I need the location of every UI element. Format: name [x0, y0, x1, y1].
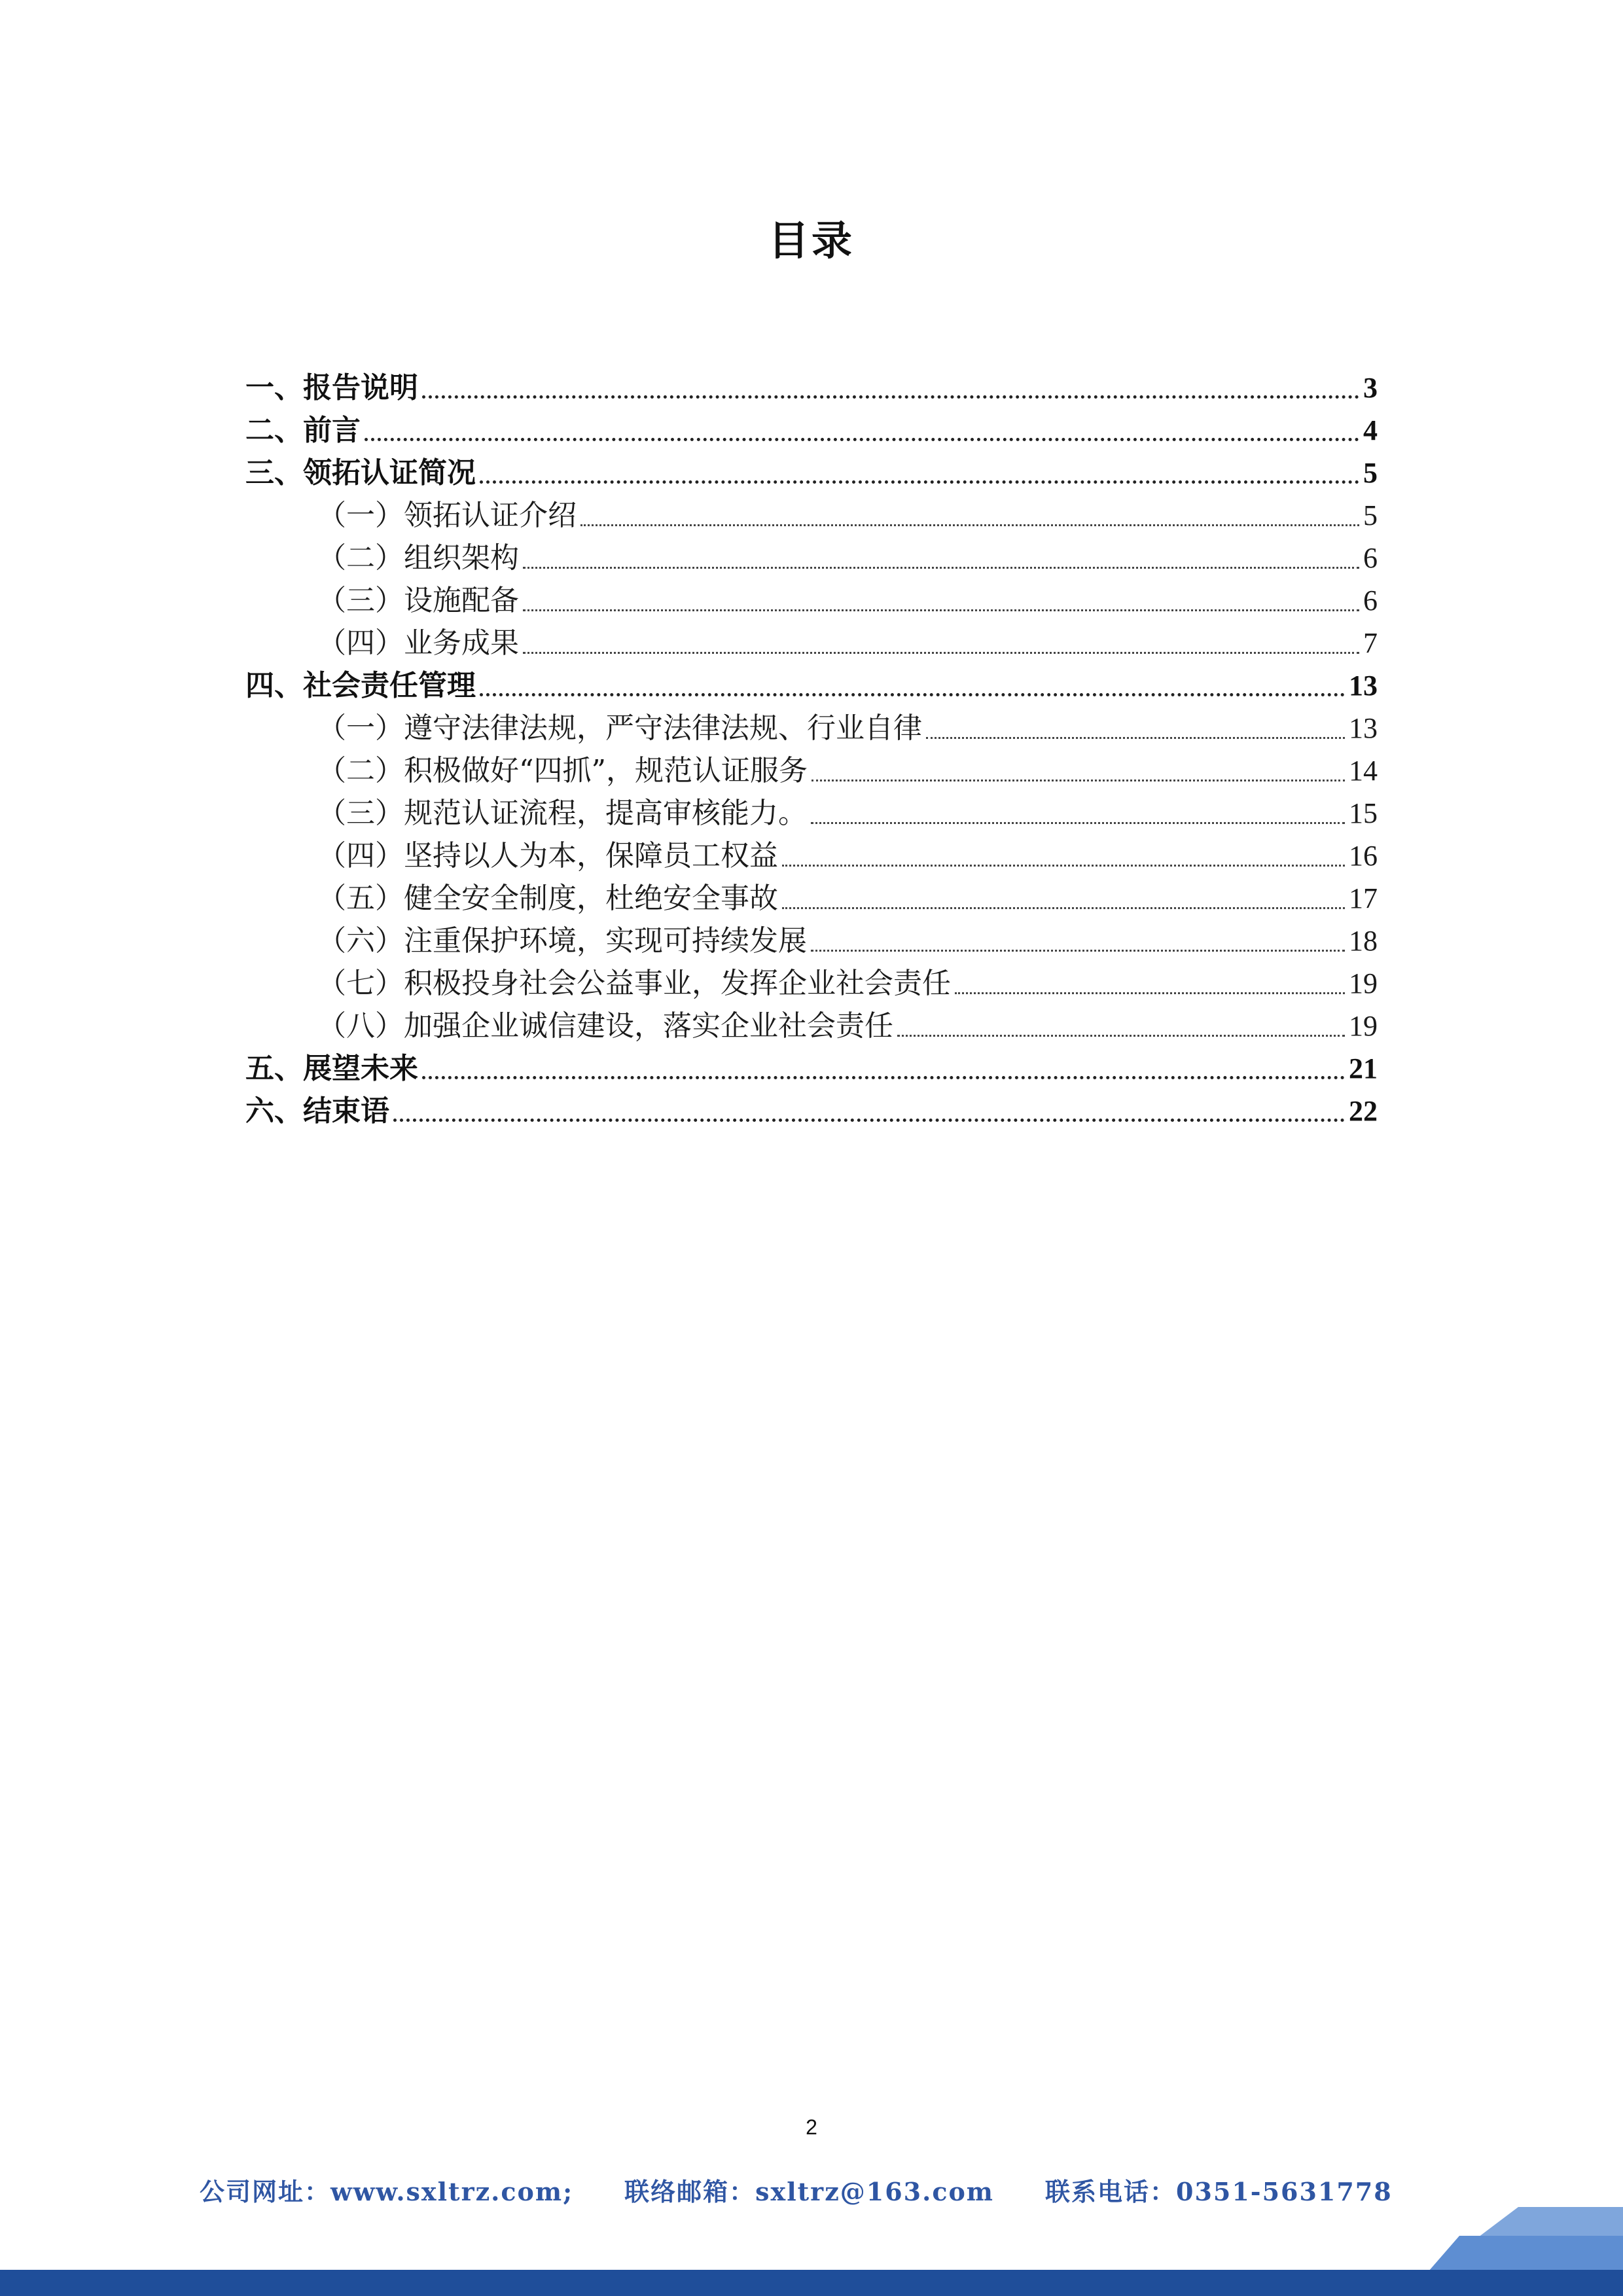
- toc-entry-page: 3: [1363, 372, 1378, 404]
- toc-entry[interactable]: [245, 707, 1378, 749]
- toc-entry-page: 19: [1349, 1010, 1378, 1042]
- toc-entry-page: 4: [1363, 414, 1378, 446]
- toc-entry-page: 5: [1363, 457, 1378, 489]
- toc-entry-label: （三）规范认证流程，提高审核能力。: [317, 797, 807, 830]
- toc-dot-leader: [811, 950, 1345, 952]
- toc-entry-label: 六、结束语: [245, 1094, 389, 1128]
- toc-entry[interactable]: [245, 792, 1378, 834]
- toc-entry[interactable]: [245, 834, 1378, 877]
- toc-entry[interactable]: [245, 494, 1378, 537]
- toc-entry-label: 四、社会责任管理: [245, 669, 476, 702]
- footer-band-graphic: [0, 2199, 1623, 2296]
- page-number: 2: [806, 2115, 817, 2139]
- toc-dot-leader: [523, 652, 1359, 654]
- toc-entry-label: （三）设施配备: [317, 584, 519, 617]
- toc-entry-label: （五）健全安全制度，杜绝安全事故: [317, 882, 778, 915]
- toc-dot-leader: [580, 524, 1359, 526]
- toc-entry-label: 三、领拓认证简况: [245, 456, 476, 490]
- toc-entry-page: 15: [1349, 797, 1378, 829]
- toc-dot-leader: [393, 1119, 1345, 1122]
- toc-entry[interactable]: [245, 409, 1378, 452]
- toc-entry-label: （二）组织架构: [317, 541, 519, 575]
- toc-entry-page: 16: [1349, 840, 1378, 872]
- table-of-contents: [245, 367, 1378, 1132]
- website-text: 公司网址：www.sxltrz.com;: [200, 2177, 574, 2206]
- toc-entry-label: （二）积极做好“四抓”，规范认证服务: [317, 754, 808, 787]
- toc-dot-leader: [480, 480, 1359, 484]
- toc-entry-page: 6: [1363, 584, 1378, 617]
- toc-entry[interactable]: [245, 920, 1378, 962]
- toc-entry-page: 17: [1349, 882, 1378, 914]
- toc-entry-page: 5: [1363, 499, 1378, 531]
- toc-dot-leader: [811, 822, 1345, 824]
- toc-entry[interactable]: [245, 664, 1378, 707]
- toc-dot-leader: [812, 780, 1345, 781]
- toc-dot-leader: [897, 1035, 1345, 1037]
- toc-entry-label: 一、报告说明: [245, 371, 418, 404]
- toc-entry-label: 五、展望未来: [245, 1052, 418, 1085]
- email-text: 联络邮箱：sxltrz@163.com: [624, 2177, 995, 2206]
- toc-entry-label: （一）领拓认证介绍: [317, 499, 577, 532]
- toc-entry[interactable]: [245, 749, 1378, 792]
- toc-dot-leader: [782, 865, 1345, 867]
- toc-dot-leader: [365, 438, 1359, 441]
- toc-entry[interactable]: [245, 537, 1378, 579]
- toc-dot-leader: [782, 907, 1345, 909]
- toc-entry[interactable]: [245, 877, 1378, 920]
- toc-entry-page: 13: [1349, 712, 1378, 744]
- toc-entry-page: 14: [1349, 755, 1378, 787]
- phone-text: 联系电话：0351-5631778: [1045, 2177, 1393, 2206]
- toc-entry-page: 6: [1363, 542, 1378, 574]
- toc-entry-page: 21: [1349, 1052, 1378, 1085]
- page-title: 目录: [768, 217, 855, 264]
- toc-dot-leader: [422, 395, 1359, 399]
- toc-entry[interactable]: [245, 622, 1378, 664]
- toc-entry[interactable]: [245, 1005, 1378, 1047]
- toc-entry-page: 18: [1349, 925, 1378, 957]
- toc-dot-leader: [926, 737, 1345, 739]
- footer-band-dark-strip: [0, 2270, 1623, 2296]
- toc-entry[interactable]: [245, 1090, 1378, 1132]
- toc-dot-leader: [523, 609, 1359, 611]
- toc-entry-label: （八）加强企业诚信建设，落实企业社会责任: [317, 1009, 893, 1043]
- toc-entry[interactable]: [245, 367, 1378, 409]
- toc-entry-label: （四）业务成果: [317, 626, 519, 660]
- toc-dot-leader: [480, 693, 1345, 696]
- toc-entry-label: （七）积极投身社会公益事业，发挥企业社会责任: [317, 967, 951, 1000]
- toc-dot-leader: [422, 1076, 1345, 1079]
- toc-dot-leader: [955, 992, 1345, 994]
- toc-entry-page: 7: [1363, 627, 1378, 659]
- toc-entry-label: （一）遵守法律法规，严守法律法规、行业自律: [317, 711, 922, 745]
- toc-entry[interactable]: [245, 1047, 1378, 1090]
- toc-entry[interactable]: [245, 579, 1378, 622]
- toc-entry-label: （六）注重保护环境，实现可持续发展: [317, 924, 807, 958]
- toc-dot-leader: [523, 567, 1359, 569]
- toc-entry[interactable]: [245, 452, 1378, 494]
- toc-entry-label: 二、前言: [245, 414, 361, 447]
- toc-entry[interactable]: [245, 962, 1378, 1005]
- toc-entry-page: 22: [1349, 1095, 1378, 1127]
- toc-entry-page: 19: [1349, 967, 1378, 999]
- toc-entry-page: 13: [1349, 670, 1378, 702]
- toc-entry-label: （四）坚持以人为本，保障员工权益: [317, 839, 778, 872]
